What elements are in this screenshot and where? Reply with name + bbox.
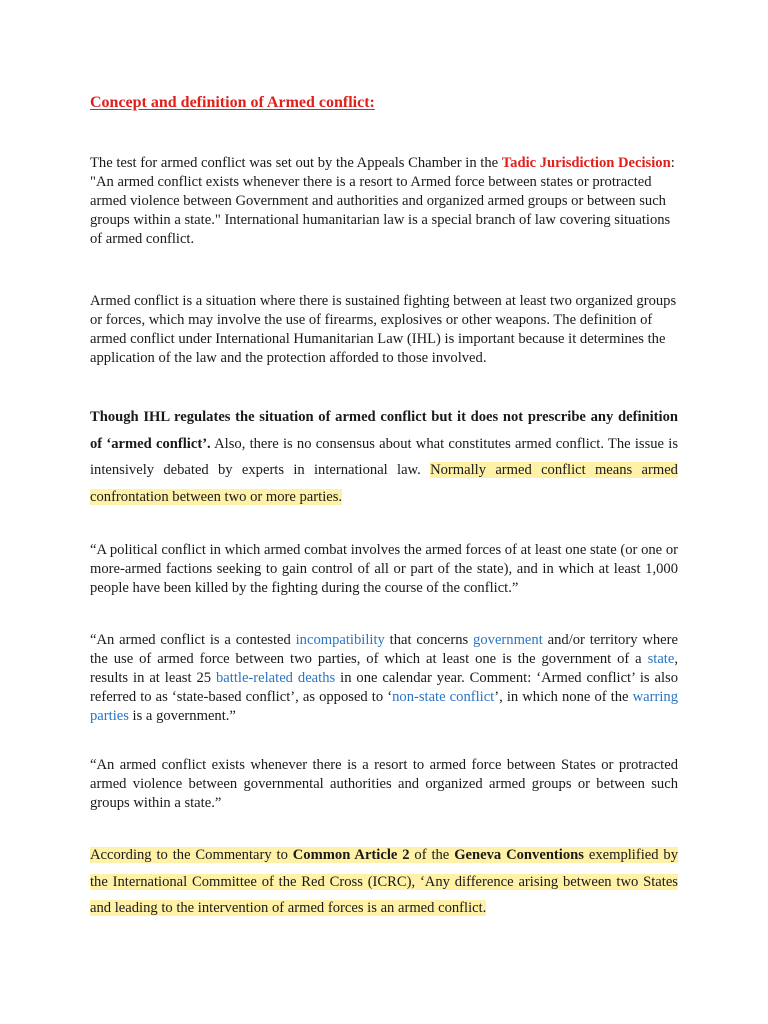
quote2-text-f: ’, in which none of the — [494, 689, 633, 705]
highlight-normal-meaning: Normally armed conflict means armed confrontation between two or more parties. — [90, 462, 678, 505]
page-title: Concept and definition of Armed conflict: — [90, 94, 375, 111]
quote-resort-to-armed-force: “An armed conflict exists whenever there is a resort to armed force between States or protracted armed violence between governmental authorities and organized armed groups or between such groups within a state.” — [90, 757, 678, 811]
paragraph-ihl-definition — [90, 404, 678, 510]
link-government[interactable]: government — [473, 632, 543, 648]
paragraph-tadic-decision — [90, 154, 678, 249]
highlight-commentary — [90, 847, 678, 916]
tadic-decision-reference: Tadic Jurisdiction Decision — [501, 155, 671, 171]
para4-text-a: According to the Commentary to — [90, 847, 293, 863]
quote2-text-g: is a government.” — [128, 708, 236, 724]
link-state[interactable]: state — [647, 651, 675, 667]
link-battle-related-deaths[interactable]: battle-related deaths — [216, 670, 336, 686]
quote2-text-e: in one calendar year. Comment: ‘Armed conflict’ is also referred to as ‘state-based conflict’, as opposed to ‘ — [90, 670, 678, 705]
quote2-text-c: and/or territory where the use of armed force between two parties, of which at least one is the government of a — [90, 632, 678, 667]
paragraph-common-article-2 — [90, 842, 678, 922]
para1-text-b: : "An armed conflict exists whenever there is a resort to Armed force between states or protracted armed violence between Government and authorities and organized armed groups or between such groups within a state." International humanitarian law is a special branch of law covering situations of armed conflict. — [90, 155, 675, 247]
paragraph-armed-conflict-situation: Armed conflict is a situation where there is sustained fighting between at least two organized groups or forces, which may involve the use of firearms, explosives or other weapons. The definition of armed conflict under International Humanitarian Law (IHL) is important because it determines the application of the law and the protection afforded to those involved. — [90, 293, 677, 366]
quote-contested-incompatibility — [90, 631, 678, 726]
quote2-text-a: “An armed conflict is a contested — [90, 632, 296, 648]
link-non-state-conflict[interactable]: non-state conflict — [392, 689, 495, 705]
link-incompatibility[interactable]: incompatibility — [295, 632, 385, 648]
para4-text-c: exemplified by the International Committee of the Red Cross (ICRC), ‘Any difference arising between two States and leading to the intervention of armed forces is an armed conflict. — [90, 847, 679, 916]
common-article-2-bold: Common Article 2 — [292, 847, 410, 863]
para4-text-b: of the — [409, 847, 455, 863]
quote-political-conflict: “A political conflict in which armed combat involves the armed forces of at least one state (or one or more-armed factions seeking to gain control of all or part of the state), and in which at least 1,000 people have been killed by the fighting during the course of the conflict.” — [90, 542, 678, 596]
quote2-text-d: , results in at least 25 — [90, 651, 678, 686]
geneva-conventions-bold: Geneva Conventions — [454, 847, 584, 863]
link-warring-parties[interactable]: warring parties — [90, 689, 678, 724]
para1-text-a: The test for armed conflict was set out by the Appeals Chamber in the — [90, 155, 502, 171]
ihl-bold-statement: Though IHL regulates the situation of armed conflict but it does not prescribe any definition of ‘armed conflict’. — [90, 409, 678, 452]
quote2-text-b: that concerns — [384, 632, 474, 648]
para3-text: Also, there is no consensus about what constitutes armed conflict. The issue is intensively debated by experts in international law. — [90, 435, 678, 478]
